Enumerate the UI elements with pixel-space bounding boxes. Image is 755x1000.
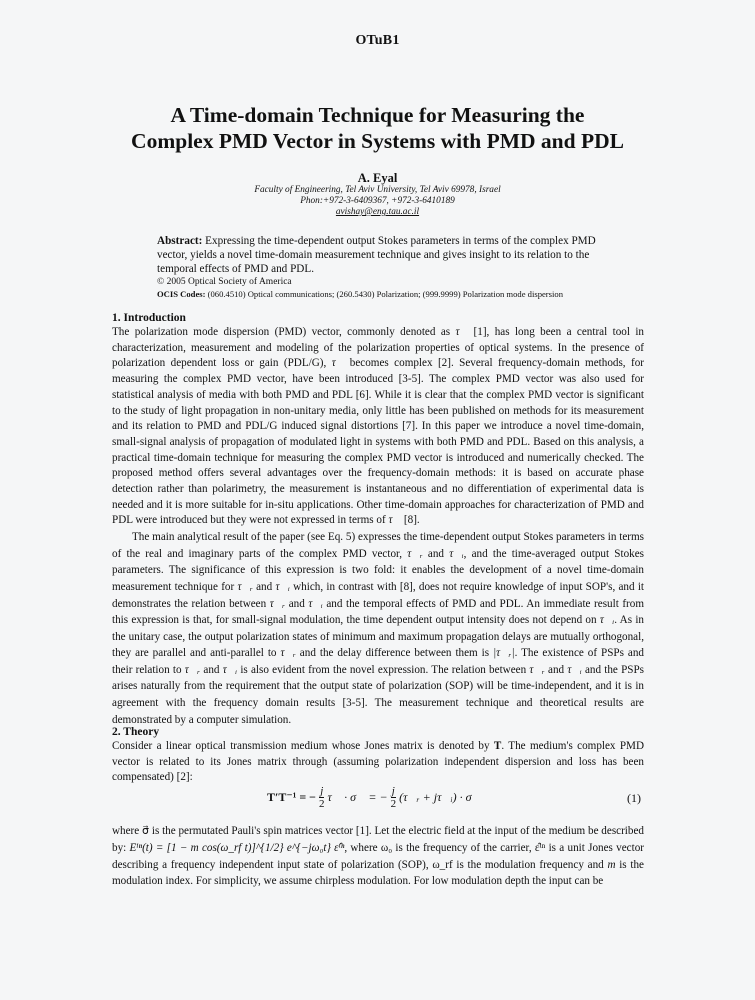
title-line-1: A Time-domain Technique for Measuring the [170,103,585,127]
fraction [319,785,325,810]
copyright: © 2005 Optical Society of America [157,277,292,287]
equation-number: (1) [627,791,641,805]
author-affiliation: Faculty of Engineering, Tel Aviv University, Tel Aviv 69978, Israel [254,185,501,195]
text-run: . The medium's complex PMD vector is related to its Jones matrix through (assuming polarization independent dispersion and loss has been compensated) [2]: [112,740,644,784]
introduction-section [112,311,644,728]
introduction-paragraph-1 [112,325,644,529]
abstract [157,234,627,300]
text-run: and the temporal effects of PMD and PDL. An immediate result from this expression is that, for small-signal modulation, the time dependent output intensity does not depend on [112,597,644,627]
tau-i-symbol: τ⃗ᵢ [308,597,323,610]
tau-symbol: τ⃗ [388,514,402,527]
text-run: and [285,597,309,610]
text-run: The main analytical result of the paper (see Eq. 5) expresses the time-dependent output Stokes parameters in terms of the real and imaginary parts of the complex PMD vector, [112,531,644,560]
abstract-body: Expressing the time-dependent output Stokes parameters in terms of the complex PMD vector, yields a novel time-domain measurement technique and gives insight to its relation to the temporal effects of PMD and PDL. [157,235,596,275]
jones-matrix-symbol: T [493,740,502,752]
text-run: [8]. [401,514,420,527]
equation-lhs: T′T⁻¹ = − [267,790,316,804]
author-name: A. Eyal [357,171,398,185]
text-run: and the delay difference between them is [295,647,494,660]
tau-r-symbol: τ⃗ᵣ [280,647,296,660]
equation-middle: τ⃗ · σ⃗ = − [327,790,388,804]
theory-continued [112,823,644,890]
text-run: The polarization mode dispersion (PMD) vector, commonly denoted as [112,326,456,338]
author-phone: Phon:+972-3-6409367, +972-3-6410189 [300,196,455,206]
title-line-2: Complex PMD Vector in Systems with PMD and PDL [131,129,624,153]
ocis-codes [157,288,627,300]
text-run: and [252,580,276,593]
theory-paragraph-2 [112,823,644,890]
text-run: and [544,663,568,676]
theory-paragraph-1 [112,739,644,786]
equation-1 [112,785,644,813]
author-block [0,171,755,218]
text-run: . The existence of PSPs and their relation to [112,647,644,676]
tau-symbol: τ⃗ [455,326,469,338]
ocis-text: (060.4510) Optical communications; (260.5430) Polarization; (999.9999) Polarization mode dispersion [205,289,563,299]
text-run: where σ⃗ is the permutated Pauli's spin matrices vector [1]. Let the electric field at the input of the medium be described by: [112,825,644,854]
introduction-heading: 1. Introduction [112,312,186,324]
fraction-numerator: j [391,785,395,797]
text-run: Consider a linear optical transmission medium whose Jones matrix is denoted by [112,740,494,752]
tau-r-symbol: τ⃗ᵣ [237,580,253,593]
ocis-label: OCIS Codes: [157,289,206,299]
abstract-label: Abstract: [157,235,203,247]
paper-code: OTuB1 [355,33,400,48]
abs-tau-r-symbol: |τ⃗ᵣ| [493,647,515,660]
theory-heading: 2. Theory [112,726,160,738]
tau-i-symbol: τ⃗ᵢ [599,614,615,627]
tau-r-symbol: τ⃗ᵣ [407,547,423,560]
text-run: is the modulation index. For simplicity, we assume chirpless modulation. For low modulation depth the input can be [112,858,644,888]
input-field-formula: Eⁱⁿ(t) = [1 − m cos(ω_rf t)]^{1/2} e^{−jω₀t} ε̂ⁱⁿ [129,841,345,854]
text-run: , where ω₀ is the frequency of the carrier, ε̂ⁱⁿ is a unit Jones vector describing a frequency independent input state of polarization (SOP), ω_rf is the modulation frequency and [112,841,644,871]
tau-i-symbol: τ⃗ᵢ [567,663,582,676]
abstract-text [157,234,627,276]
text-run: and the PSPs arises naturally from the requirement that the output state of polarization (SOP) will be time-independent, and it is in agreement with the frequency domain results [3-5]. The measurement technique and theoretical results are demonstrated by a computer simulation. [112,663,645,726]
fraction-denominator: 2 [390,798,397,810]
tau-i-symbol: τ⃗ᵢ [275,580,290,593]
tau-r-symbol: τ⃗ᵣ [269,597,286,610]
fraction [391,785,397,810]
tau-r-symbol: τ⃗ᵣ [184,663,201,676]
paper-title [0,102,755,154]
fraction-denominator: 2 [319,798,325,810]
text-run: . As in the unitary case, the output polarization states of minimum and maximum propagation delays are mutually orthogonal, they are parallel and anti-parallel to [112,614,644,660]
author-email-link[interactable]: avishay@eng.tau.ac.il [335,207,420,217]
theory-section [112,725,644,786]
text-run: and [200,663,223,676]
text-run: and [422,547,450,560]
text-run: is also evident from the novel expression. The relation between [237,663,530,676]
text-run: which, in contrast with [8], does not require knowledge of input SOP's, and it demonstrates the relation between [112,580,645,610]
equation-body [267,785,481,810]
tau-symbol: τ⃗ [331,357,345,370]
tau-r-symbol: τ⃗ᵣ [529,663,545,676]
tau-i-symbol: τ⃗ᵢ [222,663,238,676]
tau-i-symbol: τ⃗ᵢ [449,547,464,560]
equation-rhs: (τ⃗ᵣ + jτ⃗ᵢ) · σ⃗ [399,790,481,804]
modulation-index-symbol: m [607,858,616,871]
fraction-numerator: j [320,785,324,797]
text-run: [1], has long been a central tool in characterization, measurement and modeling of the polarization properties of optical systems. In the presence of polarization dependent loss or gain (PDL/G), [112,326,644,370]
text-run: , and the time-averaged output Stokes parameters. The significance of this expression is two fold: it enables the development of a novel time-domain measurement technique for [112,547,645,593]
introduction-paragraph-2 [112,529,644,728]
text-run: becomes complex [2]. Several frequency-domain methods, for measuring the complex PMD vector, have been introduced [3-5]. The complex PMD vector was also used for statistical analysis of media with both PMD and PDL [6]. While it is clear that the complex PMD vector is significant to the study of light propagation in non-unitary media, only little has been published on methods for its measurement and its relation to PMD and PDL/G induced signal distortions [7]. In this paper we introduce a novel time-domain, small-signal analysis of propagation of modulated light in systems with both PMD and PDL. Based on this analysis, a practical time-domain technique for measuring the complex PMD vector is introduced and numerically checked. The proposed method offers several advantages over the frequency-domain methods: it is based on accurate phase detection rather than polarimetry, the measurement is instantaneous and no differentiation of experimental data is needed and it is more suitable for in-situ applications. Other time-domain approaches for characterization of PMD and PDL were introduced but they were not expressed in terms of [112,357,645,527]
